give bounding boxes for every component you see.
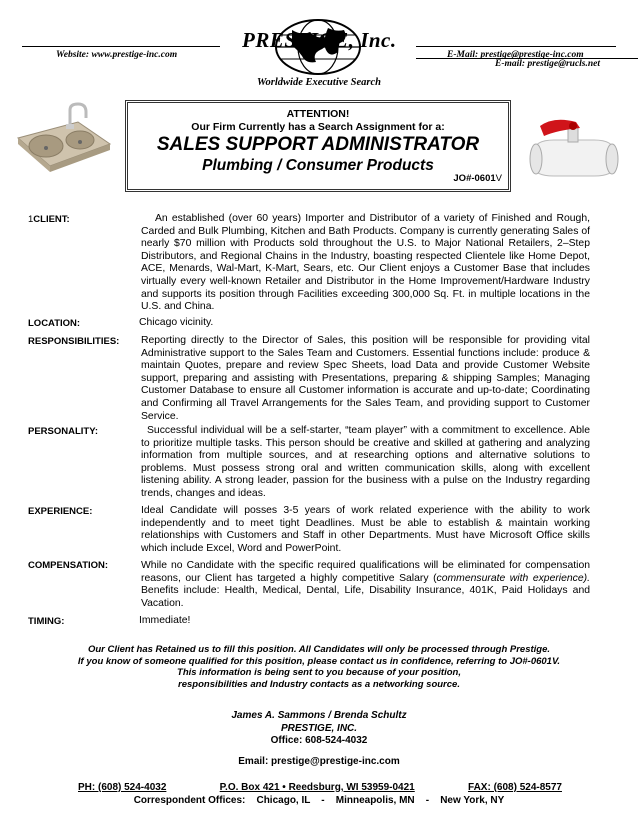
contact-email-link[interactable]: Email: prestige@prestige-inc.com: [238, 756, 400, 767]
timing-label: TIMING:: [28, 616, 65, 627]
contact-office-phone: Office: 608-524-4032: [270, 735, 368, 747]
email-primary-link[interactable]: E-Mail: prestige@prestige-inc.com: [447, 50, 584, 60]
compensation-text: While no Candidate with the specific required qualifications will be eliminated for compensation reasons, our Client has targeted a highly competitive Salary (commensurate with experience). Benefits include: Health, Medical, Dental, Life, Disability Insurance, 401K, Paid Holidays and Vacation.: [141, 560, 590, 609]
experience-text: Ideal Candidate will posses 3-5 years of work related experience with the ability to work independently and to meet tight Deadlines. Must be able to establish & maintain working relationships with Customers and Staff in other Departments. Must have Microsoft Office skills which include Excel, Word and PowerPoint.: [141, 505, 590, 554]
responsibilities-text: Reporting directly to the Director of Sales, this position will be responsible for providing vital Administrative support to the Sales Team and Customers. Essential functions include: produce & maintain Quotes, prepare and review Spec Sheets, load Data and provide Customer Website support, preparing and assisting with Presentations, preparing & shipping Samples; Managing Customer Database to ensure all Customer information is accurate and up-to-date; Coordinating and Confirming all Travel Arrangements for the Sales Team, and providing support to Customer Service.: [141, 335, 590, 422]
header-rule-left: [22, 46, 220, 47]
bottom-address: P.O. Box 421 • Reedsburg, WI 53959-0421: [219, 782, 415, 793]
job-order-number: JO#-0601V: [453, 173, 502, 184]
client-text: An established (over 60 years) Importer and Distributor of a variety of Finished and Rough, Carded and Bulk Plumbing, Kitchen and Bath Products. Company is currently generating Sales of nearly $70 million with Products sold throughout the U.S. to Major National Retailers, 2–Step Distributors, and Regional Chains in the Industry, boasting respected Clientele like Home Depot, ACE, Menards, Wal-Mart, K-Mart, Sears, etc. Our Client enjoys a Customer Base that includes virtually every well-known Retailer and Distributor in the Home Improvement/Hardware Industry and supports its position through Facilities exceeding 300,000 Sq. Ft. in multiple locations in the U.S. and China.: [141, 213, 590, 313]
sink-image: [14, 100, 114, 180]
job-subtitle: Plumbing / Consumer Products: [202, 157, 434, 174]
attention-box: [125, 100, 511, 192]
header-rule-right: [416, 46, 616, 47]
tagline: Worldwide Executive Search: [256, 77, 382, 88]
bottom-contact-line: [78, 782, 562, 793]
timing-text: Immediate!: [139, 615, 191, 626]
compensation-label: COMPENSATION:: [28, 560, 109, 571]
company-logo: [240, 18, 410, 76]
logo-text: PRESTIGE, Inc.: [242, 28, 397, 52]
correspondent-offices: Correspondent Offices: Chicago, IL - Minneapolis, MN - New York, NY: [133, 795, 505, 806]
website-link[interactable]: Website: www.prestige-inc.com: [56, 50, 178, 60]
responsibilities-label: RESPONSIBILITIES:: [28, 336, 120, 347]
personality-text: Successful individual will be a self-starter, “team player” with a commitment to excellence. Able to prioritize multiple tasks. This person should be creative and skilled at gathering and analyzing information from multiple sources, and at researching options and alternative solutions to problems. Must possess strong oral and written communication skills, along with excellent listening ability. A strong leader, passion for the business with a pulse on the Industry regarding trends, changes and ideas.: [141, 425, 590, 499]
email-secondary-link[interactable]: E-mail: prestige@rucls.net: [495, 59, 601, 69]
contact-block: [0, 710, 638, 748]
valve-image: [524, 112, 624, 184]
attention-heading: ATTENTION!: [286, 108, 350, 120]
bottom-phone: PH: (608) 524-4032: [78, 782, 167, 793]
bottom-fax: FAX: (608) 524-8577: [468, 782, 562, 793]
job-title: SALES SUPPORT ADMINISTRATOR: [156, 134, 480, 155]
attention-subheading: Our Firm Currently has a Search Assignment for a:: [191, 121, 445, 133]
location-label: LOCATION:: [28, 318, 81, 329]
client-label: 1CLIENT:: [28, 214, 70, 225]
personality-label: PERSONALITY:: [28, 426, 99, 437]
contact-names: James A. Sammons / Brenda Schultz: [231, 710, 407, 721]
contact-company: PRESTIGE, INC.: [280, 722, 358, 734]
location-text: Chicago vicinity.: [139, 317, 214, 328]
experience-label: EXPERIENCE:: [28, 506, 93, 517]
retained-note: Our Client has Retained us to fill this position. All Candidates will only be processed through Prestige. If you know of someone qualified for this position, please contact us in confidence, referring to JO#-0601V. This information is being sent to you because of your position, responsibilities and Industry contacts as a networking source.: [77, 644, 561, 690]
